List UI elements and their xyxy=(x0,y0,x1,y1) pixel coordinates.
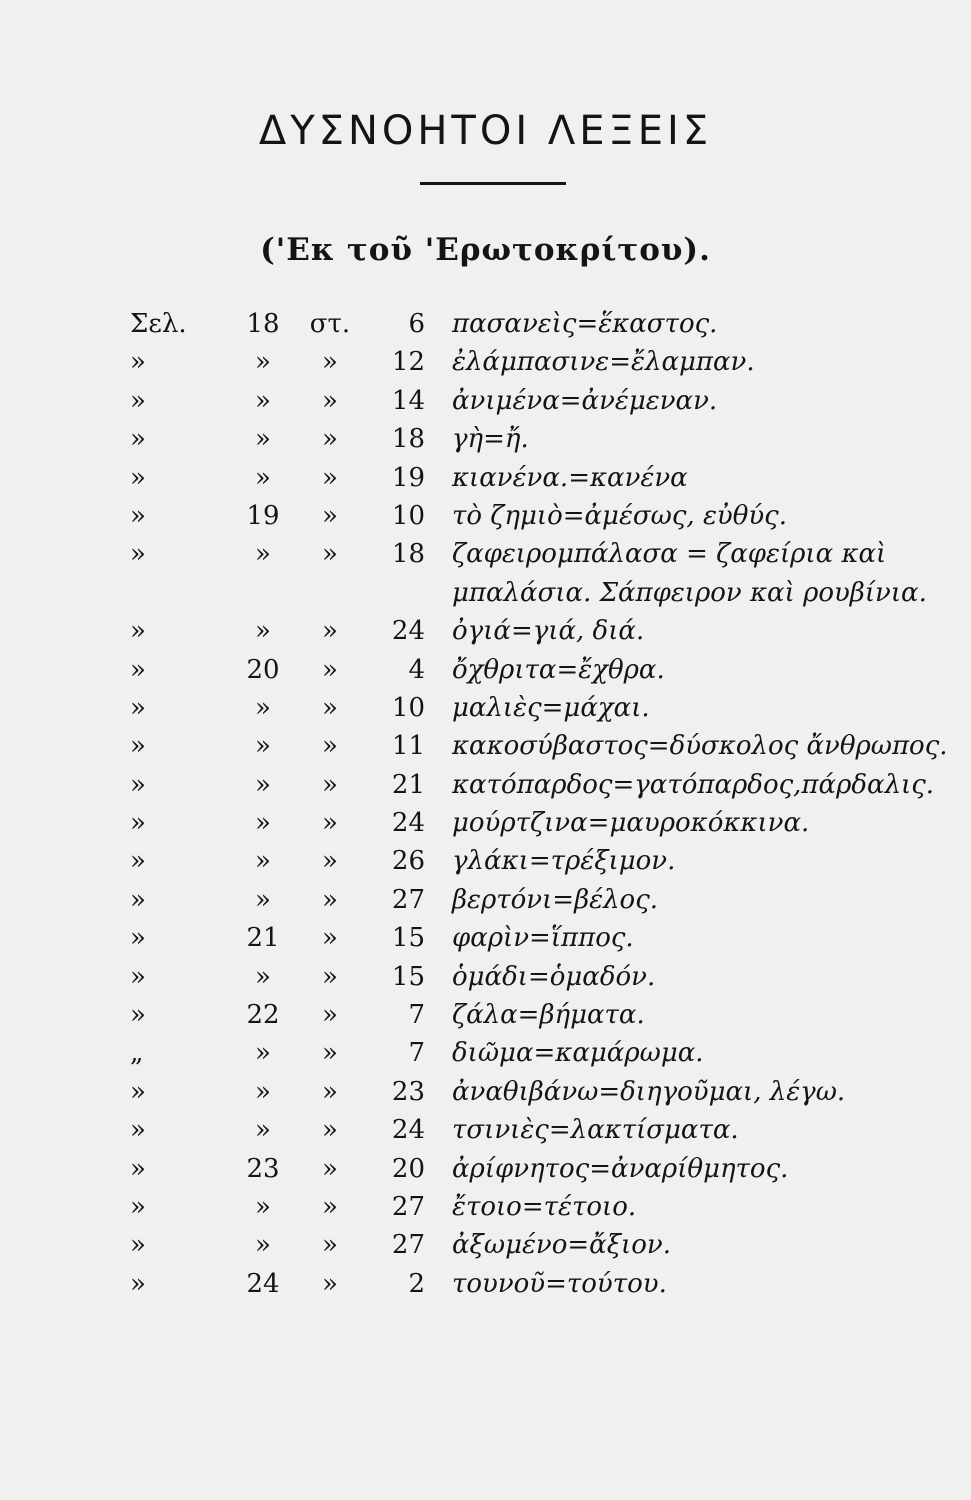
entry-verse-label: » xyxy=(322,692,338,723)
glossary-entry xyxy=(0,1150,971,1188)
entry-verse-number: 15 xyxy=(391,961,425,992)
glossary-entry xyxy=(0,497,971,535)
entry-verse-number: 4 xyxy=(408,654,425,685)
glossary-entry xyxy=(0,651,971,689)
entry-verse-number: 7 xyxy=(408,1000,425,1031)
glossary-entry xyxy=(0,459,971,497)
entry-definition: κακοσύβαστος=δύσκολος ἄνθρωπος. xyxy=(452,731,948,762)
entry-page-number: » xyxy=(255,884,271,915)
entry-verse-label: » xyxy=(322,769,338,800)
entry-page-number: 19 xyxy=(246,500,280,531)
entry-page-label: » xyxy=(130,731,146,762)
entry-verse-label: » xyxy=(322,1115,338,1146)
entry-page-label: » xyxy=(130,1000,146,1031)
glossary-entry xyxy=(0,996,971,1034)
entry-page-label: » xyxy=(130,500,146,531)
page-title: ΔΥΣΝΟΗΤΟΙ ΛΕΞΕΙΣ xyxy=(258,108,713,154)
entry-definition: ἀρίφνητος=ἀναρίθμητος. xyxy=(452,1153,789,1184)
entry-verse-label: » xyxy=(322,500,338,531)
entry-verse-number: 12 xyxy=(391,347,425,378)
entry-definition: κιανένα.=κανένα xyxy=(452,462,688,493)
entry-page-number: » xyxy=(255,1191,271,1222)
entry-verse-label: » xyxy=(322,1268,338,1299)
entry-page-number: 24 xyxy=(246,1268,280,1299)
entry-verse-number: 24 xyxy=(391,616,425,647)
entry-page-number: » xyxy=(255,961,271,992)
entry-verse-number: 10 xyxy=(391,692,425,723)
entry-definition: μαλιὲς=μάχαι. xyxy=(452,692,650,723)
entry-page-label: » xyxy=(130,1191,146,1222)
entry-verse-number: 23 xyxy=(391,1076,425,1107)
entry-verse-label: » xyxy=(322,539,338,570)
entry-verse-number: 27 xyxy=(391,884,425,915)
entry-verse-label: » xyxy=(322,1230,338,1261)
entry-page-number: 23 xyxy=(246,1153,280,1184)
entry-page-label: » xyxy=(130,769,146,800)
entry-verse-number: 20 xyxy=(391,1153,425,1184)
entry-definition: ἐλάμπασινε=ἔλαμπαν. xyxy=(452,347,755,378)
entry-definition: φαρὶν=ἵππος. xyxy=(452,923,634,954)
entry-page-label: » xyxy=(130,1230,146,1261)
entry-verse-number: 24 xyxy=(391,808,425,839)
entry-page-number: » xyxy=(255,769,271,800)
entry-verse-label: » xyxy=(322,424,338,455)
entry-verse-number: 24 xyxy=(391,1115,425,1146)
glossary-entry xyxy=(0,382,971,420)
entry-page-number: » xyxy=(255,1038,271,1069)
entry-definition: τσινιὲς=λακτίσματα. xyxy=(452,1115,739,1146)
entry-verse-label: » xyxy=(322,385,338,416)
entry-verse-number: 27 xyxy=(391,1230,425,1261)
entry-verse-label: στ. xyxy=(309,309,351,339)
entry-page-number: » xyxy=(255,424,271,455)
entry-definition: μούρτζινα=μαυροκόκκινα. xyxy=(452,808,810,839)
entry-page-label: » xyxy=(130,654,146,685)
glossary-entry xyxy=(0,612,971,650)
glossary-entry xyxy=(0,958,971,996)
entry-verse-number: 19 xyxy=(391,462,425,493)
entry-page-number: » xyxy=(255,462,271,493)
entry-page-label: » xyxy=(130,923,146,954)
glossary-entry xyxy=(0,1111,971,1149)
entry-verse-label: » xyxy=(322,1038,338,1069)
entry-page-label: Σελ. xyxy=(130,309,187,339)
entry-verse-number: 18 xyxy=(391,424,425,455)
entry-verse-number: 21 xyxy=(391,769,425,800)
entry-verse-label: » xyxy=(322,961,338,992)
entry-page-label: » xyxy=(130,462,146,493)
entry-page-label: » xyxy=(130,808,146,839)
entry-page-label: » xyxy=(130,846,146,877)
glossary-entry xyxy=(0,1226,971,1264)
glossary-entry xyxy=(0,535,971,573)
entry-page-number: » xyxy=(255,347,271,378)
subtitle: ('Εκ τοῦ 'Ερωτοκρίτου). xyxy=(260,232,711,268)
entry-definition: μπαλάσια. Σάπφειρον καὶ ρουβίνια. xyxy=(452,577,927,608)
entry-page-label: » xyxy=(130,692,146,723)
glossary-entry xyxy=(0,881,971,919)
entry-verse-label: » xyxy=(322,1153,338,1184)
entry-page-number: » xyxy=(255,616,271,647)
entry-verse-label: » xyxy=(322,616,338,647)
entry-verse-number: 10 xyxy=(391,500,425,531)
entry-page-number: » xyxy=(255,692,271,723)
entry-definition: ζάλα=βήματα. xyxy=(452,1000,645,1031)
glossary-list xyxy=(0,305,971,1303)
entry-definition: γλάκι=τρέξιμον. xyxy=(452,846,676,877)
entry-definition: τουνοῦ=τούτου. xyxy=(452,1268,667,1299)
entry-page-label: » xyxy=(130,1115,146,1146)
entry-verse-label: » xyxy=(322,808,338,839)
entry-page-label: » xyxy=(130,884,146,915)
title-divider xyxy=(420,182,566,185)
entry-verse-number: 7 xyxy=(408,1038,425,1069)
entry-verse-label: » xyxy=(322,1076,338,1107)
entry-page-label: » xyxy=(130,1268,146,1299)
entry-page-label: » xyxy=(130,1153,146,1184)
entry-definition: ἀνιμένα=ἀνέμεναν. xyxy=(452,385,718,416)
entry-page-label: » xyxy=(130,1076,146,1107)
entry-page-number: » xyxy=(255,846,271,877)
entry-verse-number: 14 xyxy=(391,385,425,416)
entry-page-number: » xyxy=(255,1230,271,1261)
entry-definition: ζαφειρομπάλασα = ζαφείρια καὶ xyxy=(452,539,887,570)
entry-verse-number: 2 xyxy=(408,1268,425,1299)
glossary-entry xyxy=(0,1034,971,1072)
entry-page-number: » xyxy=(255,1076,271,1107)
entry-verse-number: 26 xyxy=(391,846,425,877)
entry-verse-label: » xyxy=(322,654,338,685)
entry-verse-label: » xyxy=(322,1191,338,1222)
glossary-entry xyxy=(0,727,971,765)
glossary-entry xyxy=(0,343,971,381)
entry-page-label: » xyxy=(130,539,146,570)
entry-page-number: » xyxy=(255,385,271,416)
entry-verse-label: » xyxy=(322,1000,338,1031)
entry-definition: τὸ ζημιὸ=ἀμέσως, εὐθύς. xyxy=(452,500,787,531)
entry-verse-number: 6 xyxy=(408,309,425,339)
entry-definition: ὁμάδι=ὁμαδόν. xyxy=(452,961,656,992)
entry-page-number: 22 xyxy=(246,1000,280,1031)
entry-verse-number: 15 xyxy=(391,923,425,954)
glossary-entry xyxy=(0,1073,971,1111)
entry-definition: πασανεὶς=ἕκαστος. xyxy=(452,309,718,339)
entry-page-label: „ xyxy=(130,1038,144,1069)
entry-definition: βερτόνι=βέλος. xyxy=(452,884,659,915)
glossary-entry xyxy=(0,689,971,727)
entry-page-label: » xyxy=(130,961,146,992)
entry-verse-label: » xyxy=(322,462,338,493)
entry-definition: κατόπαρδος=γατόπαρδος,πάρδαλις. xyxy=(452,769,935,800)
glossary-entry xyxy=(0,1265,971,1303)
entry-verse-label: » xyxy=(322,347,338,378)
entry-definition: ὀγιά=γιά, διά. xyxy=(452,616,645,647)
entry-definition: ἀξωμένο=ἄξιον. xyxy=(452,1230,671,1261)
entry-page-label: » xyxy=(130,347,146,378)
entry-definition: ἔτοιο=τέτοιο. xyxy=(452,1191,637,1222)
glossary-entry xyxy=(0,305,971,343)
entry-definition: ἀναθιβάνω=διηγοῦμαι, λέγω. xyxy=(452,1076,846,1107)
entry-verse-label: » xyxy=(322,731,338,762)
glossary-entry xyxy=(0,919,971,957)
entry-page-number: » xyxy=(255,1115,271,1146)
entry-page-label: » xyxy=(130,385,146,416)
entry-page-label: » xyxy=(130,616,146,647)
entry-definition: γὴ=ἤ. xyxy=(452,424,529,455)
entry-page-number: » xyxy=(255,539,271,570)
entry-verse-number: 27 xyxy=(391,1191,425,1222)
entry-definition: ὄχθριτα=ἔχθρα. xyxy=(452,654,665,685)
entry-page-number: 21 xyxy=(246,923,280,954)
glossary-entry xyxy=(0,420,971,458)
entry-page-label: » xyxy=(130,424,146,455)
entry-page-number: » xyxy=(255,808,271,839)
entry-verse-label: » xyxy=(322,884,338,915)
glossary-entry xyxy=(0,1188,971,1226)
entry-verse-number: 18 xyxy=(391,539,425,570)
glossary-entry xyxy=(0,574,971,612)
entry-page-number: 18 xyxy=(246,309,280,339)
glossary-entry xyxy=(0,766,971,804)
entry-page-number: » xyxy=(255,731,271,762)
entry-definition: διῶμα=καμάρωμα. xyxy=(452,1038,704,1069)
entry-page-number: 20 xyxy=(246,654,280,685)
entry-verse-number: 11 xyxy=(391,731,425,762)
entry-verse-label: » xyxy=(322,846,338,877)
glossary-entry xyxy=(0,842,971,880)
entry-verse-label: » xyxy=(322,923,338,954)
glossary-entry xyxy=(0,804,971,842)
